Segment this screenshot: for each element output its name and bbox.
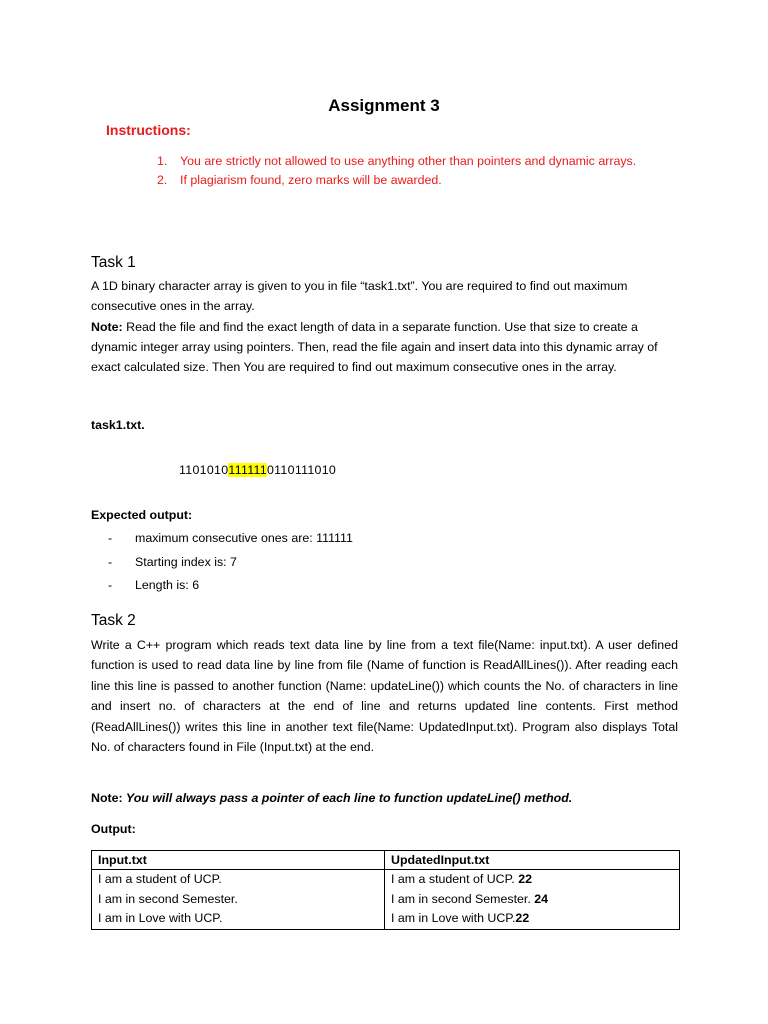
expected-output-text: maximum consecutive ones are: 111111 xyxy=(135,531,353,545)
expected-output-label: Expected output: xyxy=(91,508,193,522)
binary-before: 1101010 xyxy=(179,463,229,477)
table-row xyxy=(92,870,680,930)
updated-line: I am in Love with UCP.22 xyxy=(391,911,530,925)
binary-after: 0110111010 xyxy=(266,463,337,477)
input-cell xyxy=(92,870,385,930)
instructions-heading: Instructions: xyxy=(106,122,191,138)
task1-file-label: task1.txt. xyxy=(91,418,145,432)
output-label: Output: xyxy=(91,822,136,836)
input-line: I am in second Semester. xyxy=(98,891,238,906)
binary-highlight: 111111 xyxy=(228,463,267,477)
expected-output-text: Length is: 6 xyxy=(135,578,200,592)
page-title: Assignment 3 xyxy=(328,96,440,115)
updated-line: I am a student of UCP. 22 xyxy=(391,872,532,886)
input-line: I am a student of UCP. xyxy=(98,872,222,886)
dash-bullet: - xyxy=(108,578,113,592)
task1-note-label: Note: xyxy=(91,320,123,334)
updated-cell xyxy=(385,870,680,930)
dash-bullet: - xyxy=(108,531,113,545)
task2-note-label: Note: xyxy=(91,791,123,805)
expected-output-item xyxy=(108,551,353,575)
char-count: 22 xyxy=(518,872,532,886)
instruction-text: You are strictly not allowed to use anything other than pointers and dynamic arrays. xyxy=(180,154,637,168)
input-line: I am in Love with UCP. xyxy=(98,911,223,925)
task1-heading: Task 1 xyxy=(91,254,136,271)
instructions-list xyxy=(157,152,677,190)
instruction-number: 2. xyxy=(157,173,168,187)
binary-array xyxy=(179,460,336,480)
expected-output-list xyxy=(108,527,353,598)
instruction-text: If plagiarism found, zero marks will be awarded. xyxy=(180,173,442,187)
task2-heading: Task 2 xyxy=(91,612,136,629)
table-header-updated: UpdatedInput.txt xyxy=(385,851,680,870)
output-table xyxy=(91,850,680,930)
instruction-number: 1. xyxy=(157,154,168,168)
task1-note xyxy=(91,317,678,377)
expected-output-text: Starting index is: 7 xyxy=(135,554,237,569)
instruction-item xyxy=(157,152,677,171)
expected-output-item xyxy=(108,527,353,551)
table-header-input: Input.txt xyxy=(92,851,385,870)
task1-note-text: Read the file and find the exact length of data in a separate function. Use that size to create a dynamic integer array using pointers. Then, read the file again and insert data into this dynamic array of exact calculated size. Then You are required to find out maximum consecutive ones in the array. xyxy=(91,320,658,374)
expected-output-item xyxy=(108,574,353,598)
instruction-item xyxy=(157,171,677,190)
updated-line: I am in second Semester. 24 xyxy=(391,891,549,906)
task2-note xyxy=(91,788,678,808)
char-count: 24 xyxy=(534,891,549,906)
task1-intro: A 1D binary character array is given to you in file “task1.txt”. You are required to find out maximum consecutive ones in the array. xyxy=(91,279,628,313)
dash-bullet: - xyxy=(108,554,113,569)
char-count: 22 xyxy=(515,911,530,925)
task2-intro: Write a C++ program which reads text data line by line from a text file(Name: input.txt). A user defined function is used to read data line by line from file (Name of function is ReadAllLines()). After reading each line this line is passed to another function (Name: updateLine()) which counts the No. of characters in line and insert no. of characters at the end of line and returns updated line contents. First method (ReadAllLines()) writes this line in another text file(Name: UpdatedInput.txt). Program also displays Total No. of characters found in File (Input.txt) at the end. xyxy=(91,638,678,755)
task2-note-text: You will always pass a pointer of each line to function updateLine() method. xyxy=(122,791,573,805)
table-header-row xyxy=(92,851,680,870)
